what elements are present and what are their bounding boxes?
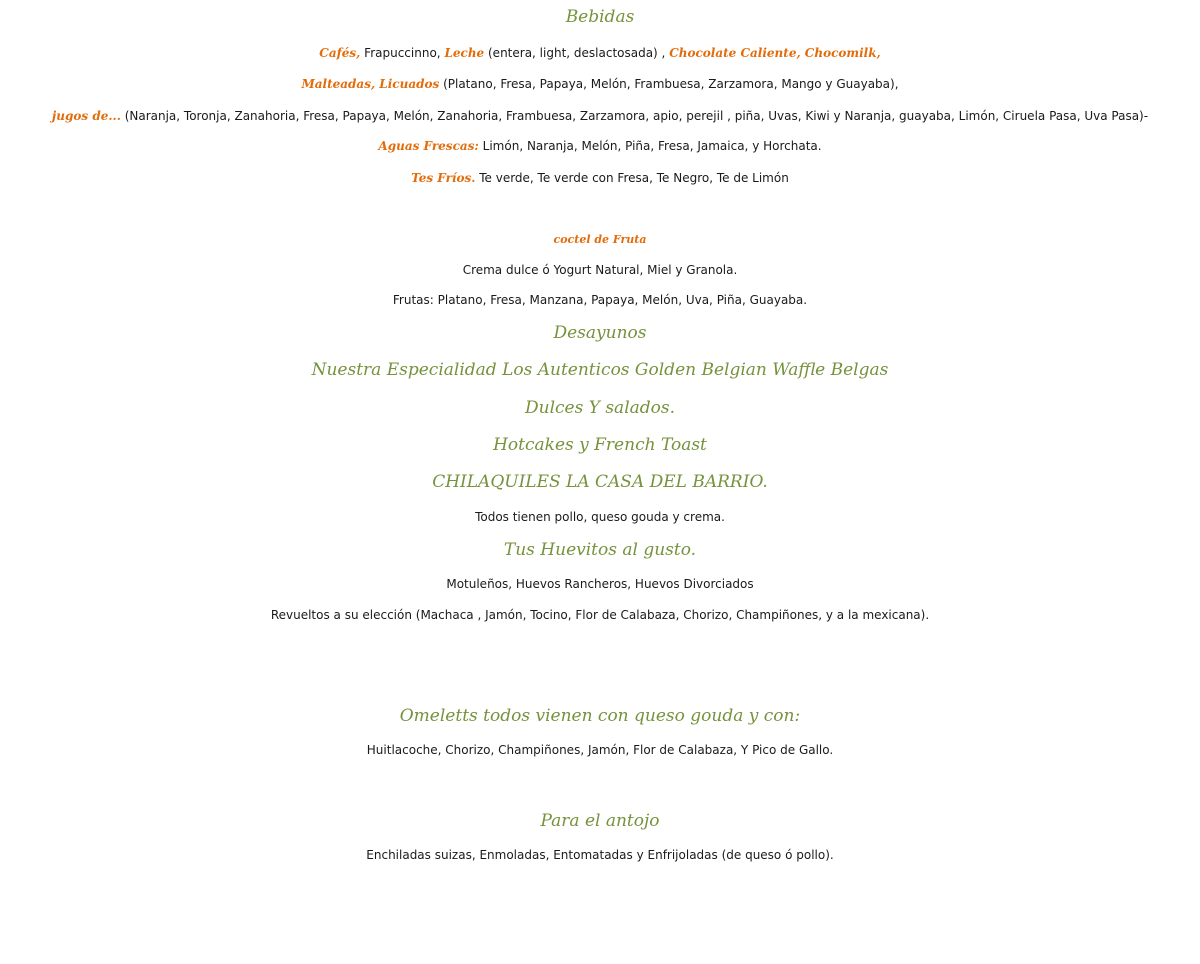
licuados-detail: (Platano, Fresa, Papaya, Melón, Frambuesa, Zarzamora, Mango y Guayaba), — [439, 77, 899, 91]
dulces-heading: Dulces Y salados. — [524, 398, 676, 418]
coctel-line-crema: Crema dulce ó Yogurt Natural, Miel y Granola. — [462, 263, 738, 277]
bebidas-line-tes — [0, 170, 1200, 186]
cafes-label: Cafés, — [319, 46, 361, 60]
frapuccinno-text: Frapuccinno, — [360, 46, 445, 60]
bebidas-line-jugos — [0, 108, 1200, 124]
jugos-label: jugos de... — [51, 109, 121, 123]
coctel-line-frutas: Frutas: Platano, Fresa, Manzana, Papaya, Melón, Uva, Piña, Guayaba. — [392, 293, 808, 307]
coctel-title-text: coctel de Fruta — [553, 233, 647, 246]
huevitos-line-1: Motuleños, Huevos Rancheros, Huevos Divorciados — [446, 577, 754, 591]
huevitos-heading: Tus Huevitos al gusto. — [503, 540, 697, 560]
chocolate-label: Chocolate Caliente, Chocomilk, — [669, 46, 881, 60]
leche-detail: (entera, light, deslactosada) , — [484, 46, 670, 60]
bebidas-line-cafes — [0, 45, 1200, 61]
jugos-detail: (Naranja, Toronja, Zanahoria, Fresa, Papaya, Melón, Zanahoria, Frambuesa, Zarzamora, apio, perejil , piña, Uvas, Kiwi y Naranja, guayaba, Limón, Ciruela Pasa, Uva Pasa)- — [120, 109, 1149, 123]
omeletts-detail: Huitlacoche, Chorizo, Champiñones, Jamón, Flor de Calabaza, Y Pico de Gallo. — [366, 743, 834, 757]
malteadas-label: Malteadas, Licuados — [301, 77, 440, 91]
antojo-heading: Para el antojo — [540, 811, 660, 831]
tes-detail: Te verde, Te verde con Fresa, Te Negro, Te de Limón — [475, 171, 789, 185]
aguas-detail: Limón, Naranja, Melón, Piña, Fresa, Jamaica, y Horchata. — [478, 139, 822, 153]
bebidas-title: Bebidas — [565, 7, 635, 27]
desayunos-title: Desayunos — [553, 323, 647, 343]
chilaquiles-detail: Todos tienen pollo, queso gouda y crema. — [475, 510, 725, 524]
antojo-detail: Enchiladas suizas, Enmoladas, Entomatadas y Enfrijoladas (de queso ó pollo). — [366, 848, 834, 862]
hotcakes-heading: Hotcakes y French Toast — [493, 435, 707, 455]
aguas-label: Aguas Frescas: — [378, 139, 479, 153]
tes-label: Tes Fríos. — [411, 171, 476, 185]
bebidas-line-aguas — [0, 138, 1200, 154]
bebidas-line-malteadas — [0, 76, 1200, 92]
leche-label: Leche — [444, 46, 485, 60]
huevitos-line-2: Revueltos a su elección (Machaca , Jamón, Tocino, Flor de Calabaza, Chorizo, Champiñones, y a la mexicana). — [270, 608, 930, 622]
coctel-title — [0, 231, 1200, 248]
waffle-heading: Nuestra Especialidad Los Autenticos Golden Belgian Waffle Belgas — [311, 360, 889, 380]
omeletts-heading: Omeletts todos vienen con queso gouda y con: — [399, 706, 801, 726]
chilaquiles-heading: CHILAQUILES LA CASA DEL BARRIO. — [432, 472, 768, 492]
